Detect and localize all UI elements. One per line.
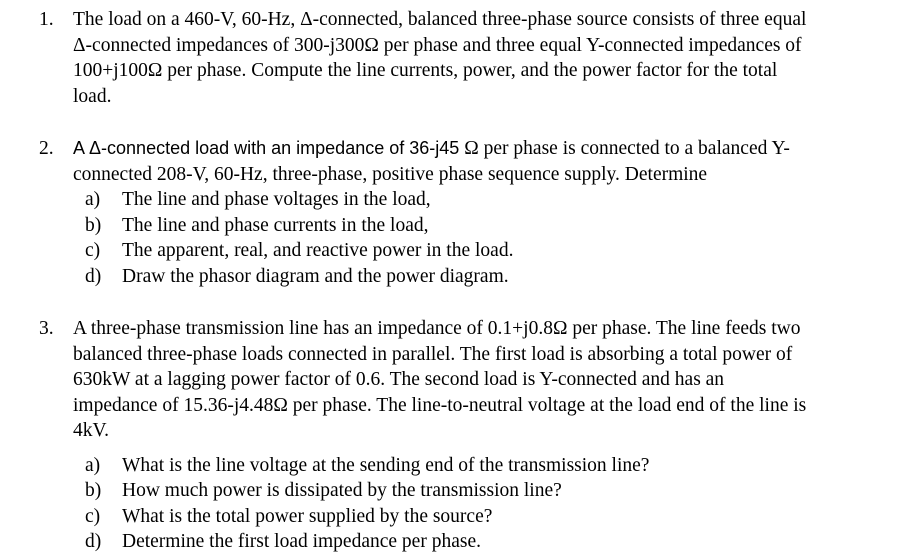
subitem — [73, 529, 895, 555]
problem-line: 630kW at a lagging power factor of 0.6. The second load is Y-connected and has an — [73, 369, 725, 390]
problem-text — [73, 7, 895, 109]
subitem-label: c) — [85, 505, 101, 527]
subitem-label: b) — [85, 214, 102, 236]
subitem-text: Determine the first load impedance per phase. — [122, 531, 481, 552]
problem-number: 2. — [39, 138, 54, 159]
problem-line: Δ-connected impedances of 300-j300Ω per phase and three equal Y-connected impedances of — [73, 34, 802, 56]
subitem-text: Draw the phasor diagram and the power diagram. — [122, 265, 509, 287]
subitem — [73, 187, 895, 213]
subitem — [73, 453, 895, 479]
subitem-text: The line and phase voltages in the load, — [122, 189, 431, 210]
subitem-label: c) — [85, 240, 101, 261]
problem-line-sans-part: A Δ-connected load with an impedance of 36-j45 — [73, 138, 465, 158]
subitem-label: d) — [85, 265, 102, 287]
problem-line: 4kV. — [73, 420, 109, 441]
problem-line — [73, 136, 895, 162]
subitem-list — [73, 453, 895, 555]
subitem — [73, 264, 895, 290]
subitem-label: a) — [85, 454, 101, 476]
problem-text — [73, 316, 895, 555]
problem-line: A three-phase transmission line has an impedance of 0.1+j0.8Ω per phase. The line feeds two — [73, 318, 801, 339]
problem-number: 3. — [39, 318, 54, 339]
subitem-text: What is the line voltage at the sending end of the transmission line? — [122, 454, 650, 476]
subitem — [73, 213, 895, 239]
problem-line: impedance of 15.36-j4.48Ω per phase. The line-to-neutral voltage at the load end of the line is — [73, 394, 807, 416]
problem-number: 1. — [39, 9, 54, 30]
subitem-text: What is the total power supplied by the source? — [122, 505, 493, 527]
subitem-label: d) — [85, 531, 102, 552]
subitem-text: The line and phase currents in the load, — [122, 214, 429, 236]
subitem — [73, 478, 895, 504]
subitem — [73, 504, 895, 530]
problem-line: connected 208-V, 60-Hz, three-phase, positive phase sequence supply. Determine — [73, 163, 708, 185]
problem-text — [73, 136, 895, 289]
problem-line: load. — [73, 85, 112, 107]
problem-line: balanced three-phase loads connected in parallel. The first load is absorbing a total power of — [73, 343, 793, 365]
problem-line: 100+j100Ω per phase. Compute the line currents, power, and the power factor for the total — [73, 60, 778, 81]
subitem-text: The apparent, real, and reactive power in the load. — [122, 240, 514, 261]
problem-line: The load on a 460-V, 60-Hz, Δ-connected, balanced three-phase source consists of three equal — [73, 9, 807, 30]
subitem-label: b) — [85, 480, 102, 501]
problem-line-serif-part: Ω per phase is connected to a balanced Y- — [464, 138, 790, 159]
subitem — [73, 238, 895, 264]
subitem-label: a) — [85, 189, 101, 210]
subitem-text: How much power is dissipated by the transmission line? — [122, 480, 562, 501]
